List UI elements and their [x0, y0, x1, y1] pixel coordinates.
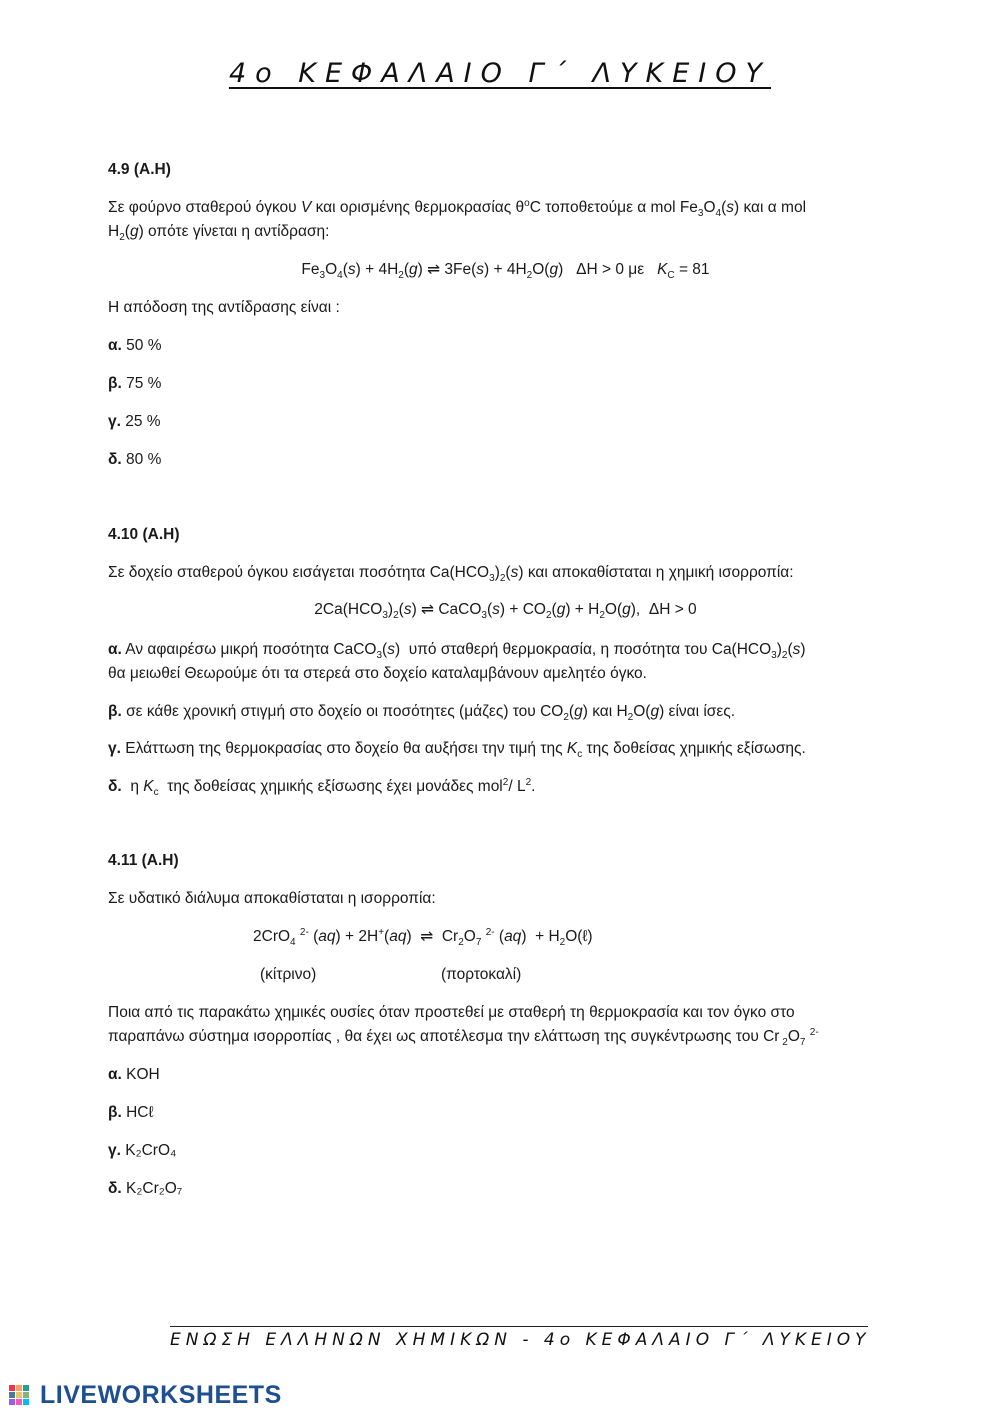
- footer-text: ΕΝΩΣΗ ΕΛΛΗΝΩΝ ΧΗΜΙΚΩΝ - 4ο ΚΕΦΑΛΑΙΟ Γ΄ ΛΥΚΕΙΟΥ: [170, 1330, 871, 1350]
- footer-divider: [170, 1326, 868, 1327]
- liveworksheets-logo-text: LIVEWORKSHEETS: [40, 1380, 282, 1409]
- liveworksheets-logo-icon: [8, 1382, 38, 1408]
- q10-reaction-equation: $2Ca(HCO_3)_2(s)$ ⇌ CaCO$_3$(s) + $CO_2(g) + H_2O(g)$, ΔH > 0: [314, 601, 697, 622]
- q11-option-c[interactable]: γ. K₂CrO₄: [108, 1142, 177, 1159]
- q9-question: Η απόδοση της αντίδρασης είναι :: [108, 299, 340, 316]
- q11-reaction-equation: 2CrO$_4$ $^{2-}$ (aq) + 2H+(aq) ⇌ $Cr_2O_7$ $^{2-}$ $(aq) + H_2O(\ell)$: [253, 926, 593, 949]
- question-heading-4-11: 4.11 (Α.Η): [108, 852, 179, 869]
- question-heading-4-10: 4.10 (Α.Η): [108, 526, 180, 543]
- question-heading-4-9: 4.9 (Α.Η): [108, 161, 171, 178]
- q10-option-c[interactable]: γ. Ελάττωση της θερμοκρασίας στο δοχείο θα αυξήσει την τιμή της $K_c$ της δοθείσας χημικής εξίσωσης.: [108, 740, 806, 761]
- page-title: 4ο ΚΕΦΑΛΑΙΟ Γ΄ ΛΥΚΕΙΟΥ: [228, 58, 772, 89]
- q10-option-a[interactable]: α. Αν αφαιρέσω μικρή ποσότητα CaCO$_3$(s) υπό σταθερή θερμοκρασία, η ποσότητα του $Ca(HCO_3)_2(s)$: [108, 641, 806, 662]
- q11-color-yellow: (κίτρινο): [260, 966, 317, 983]
- q9-option-b[interactable]: β. 75 %: [108, 375, 162, 392]
- q11-option-a[interactable]: α. KOH: [108, 1066, 160, 1083]
- q9-option-d[interactable]: δ. 80 %: [108, 451, 162, 468]
- q11-question-line-1: Ποια από τις παρακάτω χημικές ουσίες όταν προστεθεί με σταθερή τη θερμοκρασία και τον όγκο στο: [108, 1004, 795, 1021]
- q11-color-orange: (πορτοκαλί): [441, 966, 522, 983]
- liveworksheets-logo[interactable]: [8, 1380, 282, 1410]
- q9-intro-line-2: $H_2(g)$ οπότε γίνεται η αντίδραση:: [108, 223, 330, 244]
- q11-intro: Σε υδατικό διάλυμα αποκαθίσταται η ισορροπία:: [108, 890, 436, 907]
- q10-intro: Σε δοχείο σταθερού όγκου εισάγεται ποσότητα $Ca(HCO_3)_2(s)$ και αποκαθίσταται η χημική ισορροπία:: [108, 564, 794, 585]
- q9-reaction-equation: $Fe_3O_4(s) + 4H_2(g)$ ⇌ $3Fe(s) + 4H_2O(g) \Delta H > 0$ με $K_C = 81$: [301, 261, 710, 282]
- q10-option-d[interactable]: δ. η $K_c$ της δοθείσας χημικής εξίσωσης έχει μονάδες mol$^2$/ $L^2$.: [108, 776, 536, 799]
- q10-option-b[interactable]: β. σε κάθε χρονική στιγμή στο δοχείο οι ποσότητες (μάζες) του $CO_2(g)$ και $H_2O(g)$ είναι ίσες.: [108, 703, 736, 724]
- q9-option-c[interactable]: γ. 25 %: [108, 413, 161, 430]
- q11-option-b[interactable]: β. HCℓ: [108, 1104, 154, 1121]
- q10-option-a-cont: θα μειωθεί Θεωρούμε ότι τα στερεά στο δοχείο καταλαμβάνουν αμελητέο όγκο.: [108, 665, 647, 682]
- q9-intro-line-1: Σε φούρνο σταθερού όγκου V και ορισμένης θερμοκρασίας $\theta^oC$ τοποθετούμε α mol $Fe_3O_4(s)$ και α mol: [108, 197, 807, 220]
- q11-option-d[interactable]: δ. K₂Cr₂O₇: [108, 1180, 183, 1197]
- q11-question-line-2: παραπάνω σύστημα ισορροπίας , θα έχει ως αποτέλεσμα την ελάττωση της συγκέντρωσης του Cr $_2O_7$ $^{2-}$: [108, 1026, 819, 1049]
- q9-option-a[interactable]: α. 50 %: [108, 337, 162, 354]
